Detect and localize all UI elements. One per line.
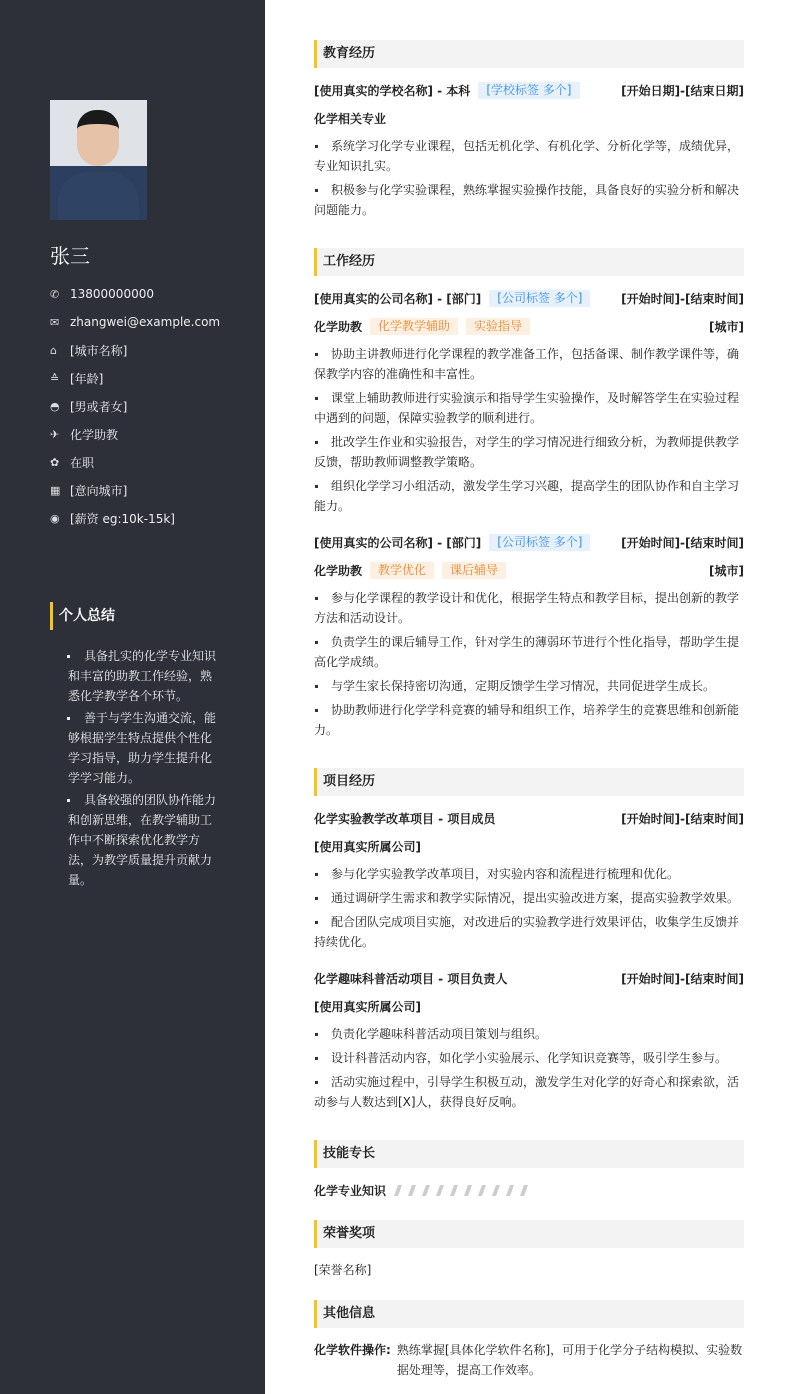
summary-heading: 个人总结 bbox=[50, 602, 115, 630]
school-name: [使用真实的学校名称] - 本科 bbox=[314, 83, 471, 98]
honor-item: [荣誉名称] bbox=[314, 1263, 372, 1277]
name: 张三 bbox=[50, 244, 90, 268]
contact-list bbox=[50, 280, 220, 532]
company-tag: [公司标签 多个] bbox=[489, 290, 590, 307]
role-tag: 化学教学辅助 bbox=[370, 318, 458, 335]
list-item: 积极参与化学实验课程，熟练掌握实验操作技能，具备良好的实验分析和解决问题能力。 bbox=[314, 180, 744, 220]
company-tag: [公司标签 多个] bbox=[489, 534, 590, 551]
job-list bbox=[314, 344, 744, 516]
contact-job: ✈ 化学助教 bbox=[50, 427, 119, 442]
skill-level-segment bbox=[492, 1185, 500, 1196]
job-date: [开始时间]-[结束时间] bbox=[621, 535, 744, 550]
project-company: [使用真实所属公司] bbox=[314, 999, 421, 1014]
list-item: 批改学生作业和实验报告，对学生的学习情况进行细致分析，为教师提供教学反馈，帮助教师调整教学策略。 bbox=[314, 432, 744, 472]
skill-level-segment bbox=[478, 1185, 486, 1196]
skill-level-segment bbox=[394, 1185, 402, 1196]
summary-item: 具备扎实的化学专业知识和丰富的助教工作经验，熟悉化学教学各个环节。 bbox=[68, 646, 218, 706]
contact-gender: ◓ [男或者女] bbox=[50, 399, 128, 414]
education-heading: 教育经历 bbox=[314, 40, 744, 68]
skill-level-segment bbox=[520, 1185, 528, 1196]
contact-status: ✿ 在职 bbox=[50, 455, 95, 470]
education-list bbox=[314, 136, 744, 220]
summary-item: 具备较强的团队协作能力和创新思维，在教学辅助工作中不断探索优化教学方法，为教学质量提升贡献力量。 bbox=[68, 790, 218, 890]
skill-level-segment bbox=[436, 1185, 444, 1196]
honors-heading: 荣誉奖项 bbox=[314, 1220, 744, 1248]
summary-item: 善于与学生沟通交流，能够根据学生特点提供个性化学习指导，助力学生提升化学学习能力。 bbox=[68, 708, 218, 788]
project-name: 化学实验教学改革项目 - 项目成员 bbox=[314, 811, 496, 826]
list-item: 设计科普活动内容，如化学小实验展示、化学知识竞赛等，吸引学生参与。 bbox=[314, 1048, 744, 1068]
list-item: 负责化学趣味科普活动项目策划与组织。 bbox=[314, 1024, 744, 1044]
gender-icon: ◓ bbox=[50, 399, 60, 413]
role-tag: 实验指导 bbox=[466, 318, 530, 335]
contact-age: ≙ [年龄] bbox=[50, 371, 104, 386]
main-content bbox=[314, 40, 744, 1380]
list-item: 组织化学学习小组活动，激发学生学习兴趣，提高学生的团队协作和自主学习能力。 bbox=[314, 476, 744, 516]
project-name: 化学趣味科普活动项目 - 项目负责人 bbox=[314, 971, 508, 986]
salary-icon: ◉ bbox=[50, 511, 60, 525]
mail-icon: ✉ bbox=[50, 315, 60, 329]
job-list bbox=[314, 588, 744, 740]
project-list bbox=[314, 864, 744, 952]
job-role: 化学助教 bbox=[314, 319, 363, 334]
job-role: 化学助教 bbox=[314, 563, 363, 578]
school-tag: [学校标签 多个] bbox=[478, 82, 579, 99]
company-name: [使用真实的公司名称] - [部门] bbox=[314, 291, 482, 306]
list-item: 活动实施过程中，引导学生积极互动，激发学生对化学的好奇心和探索欲，活动参与人数达到[X]人，获得良好反响。 bbox=[314, 1072, 744, 1112]
skill-level-segment bbox=[422, 1185, 430, 1196]
contact-email: ✉ zhangwei@example.com bbox=[50, 315, 221, 329]
other-info: 化学软件操作: 熟练掌握[具体化学软件名称]，可用于化学分子结构模拟、实验数据处理等，提高工作效率。 bbox=[314, 1343, 743, 1377]
list-item: 参与化学实验教学改革项目，对实验内容和流程进行梳理和优化。 bbox=[314, 864, 744, 884]
skills-heading: 技能专长 bbox=[314, 1140, 744, 1168]
summary-list bbox=[68, 646, 218, 892]
list-item: 系统学习化学专业课程，包括无机化学、有机化学、分析化学等，成绩优异，专业知识扎实。 bbox=[314, 136, 744, 176]
list-item: 课堂上辅助教师进行实验演示和指导学生实验操作，及时解答学生在实验过程中遇到的问题，保障实验教学的顺利进行。 bbox=[314, 388, 744, 428]
list-item: 协助教师进行化学学科竞赛的辅导和组织工作，培养学生的竞赛思维和创新能力。 bbox=[314, 700, 744, 740]
age-icon: ≙ bbox=[50, 371, 60, 385]
list-item: 配合团队完成项目实施，对改进后的实验教学进行效果评估，收集学生反馈并持续优化。 bbox=[314, 912, 744, 952]
skill-level-segment bbox=[450, 1185, 458, 1196]
sidebar bbox=[0, 0, 265, 1394]
other-heading: 其他信息 bbox=[314, 1300, 744, 1328]
job-date: [开始时间]-[结束时间] bbox=[621, 291, 744, 306]
contact-salary: ◉ [薪资 eg:10k-15k] bbox=[50, 511, 175, 526]
major: 化学相关专业 bbox=[314, 111, 387, 126]
skill-item: 化学专业知识 bbox=[314, 1180, 744, 1200]
contact-phone: ✆ 13800000000 bbox=[50, 287, 154, 301]
project-date: [开始时间]-[结束时间] bbox=[621, 971, 744, 986]
project-date: [开始时间]-[结束时间] bbox=[621, 811, 744, 826]
job-icon: ✈ bbox=[50, 427, 60, 441]
skill-level-bar bbox=[396, 1185, 536, 1196]
avatar-photo bbox=[50, 100, 147, 220]
contact-target-city: ▦ [意向城市] bbox=[50, 483, 128, 498]
company-name: [使用真实的公司名称] - [部门] bbox=[314, 535, 482, 550]
contact-city: ⌂ [城市名称] bbox=[50, 343, 128, 358]
project-company: [使用真实所属公司] bbox=[314, 839, 421, 854]
job-city: [城市] bbox=[709, 563, 744, 578]
home-icon: ⌂ bbox=[50, 343, 57, 357]
projects-heading: 项目经历 bbox=[314, 768, 744, 796]
phone-icon: ✆ bbox=[50, 287, 60, 301]
skill-level-segment bbox=[464, 1185, 472, 1196]
list-item: 负责学生的课后辅导工作，针对学生的薄弱环节进行个性化指导，帮助学生提高化学成绩。 bbox=[314, 632, 744, 672]
edu-date: [开始日期]-[结束日期] bbox=[621, 83, 744, 98]
list-item: 协助主讲教师进行化学课程的教学准备工作，包括备课、制作教学课件等，确保教学内容的准确性和丰富性。 bbox=[314, 344, 744, 384]
skill-level-segment bbox=[506, 1185, 514, 1196]
role-tag: 课后辅导 bbox=[442, 562, 506, 579]
project-list bbox=[314, 1024, 744, 1112]
list-item: 通过调研学生需求和教学实际情况，提出实验改进方案，提高实验教学效果。 bbox=[314, 888, 744, 908]
skill-level-segment bbox=[408, 1185, 416, 1196]
building-icon: ▦ bbox=[50, 483, 61, 497]
list-item: 参与化学课程的教学设计和优化，根据学生特点和教学目标，提出创新的教学方法和活动设计。 bbox=[314, 588, 744, 628]
job-city: [城市] bbox=[709, 319, 744, 334]
work-heading: 工作经历 bbox=[314, 248, 744, 276]
role-tag: 教学优化 bbox=[370, 562, 434, 579]
list-item: 与学生家长保持密切沟通，定期反馈学生学习情况，共同促进学生成长。 bbox=[314, 676, 744, 696]
status-icon: ✿ bbox=[50, 455, 60, 469]
